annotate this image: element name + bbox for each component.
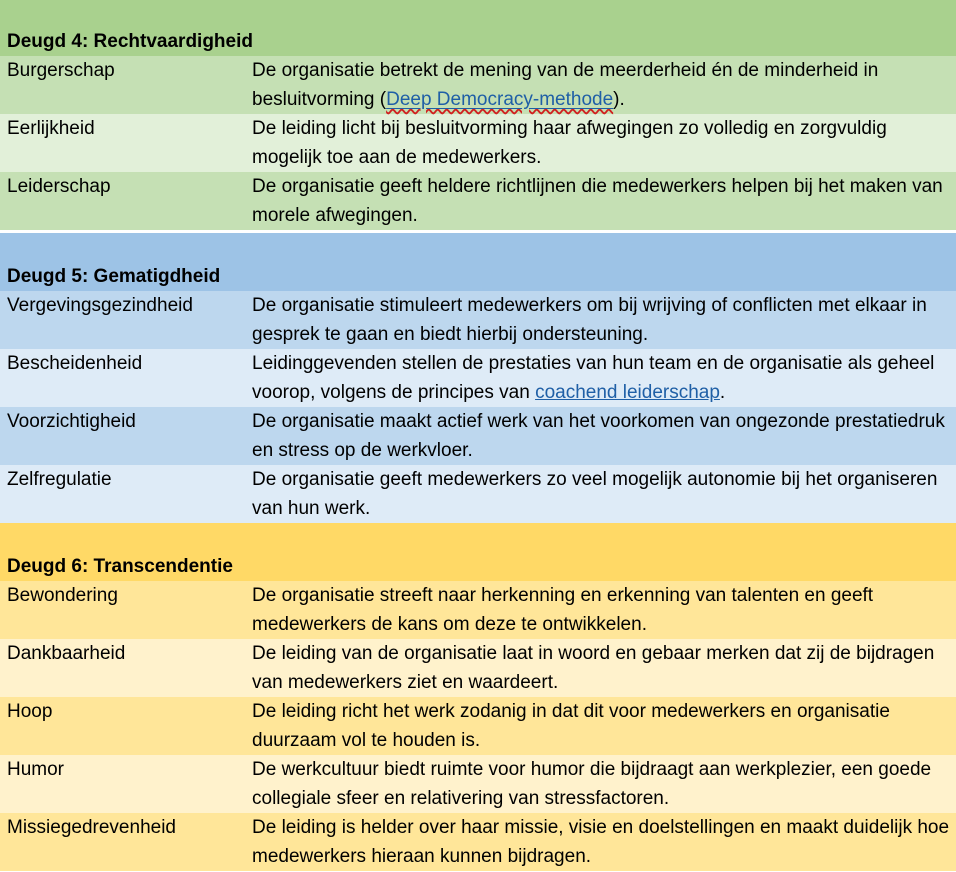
- row-description: De leiding van de organisatie laat in woord en gebaar merken dat zij de bijdragen van medewerkers ziet en waardeert.: [252, 643, 935, 693]
- table-row-bewondering: [0, 581, 956, 639]
- table-row-zelfregulatie: [0, 465, 956, 523]
- row-term: Hoop: [7, 701, 53, 722]
- row-description: [246, 349, 956, 407]
- table-row-burgerschap: [0, 56, 956, 114]
- table-row-leiderschap: [0, 172, 956, 230]
- row-term: Missiegedrevenheid: [7, 817, 176, 838]
- table-row-missiegedrevenheid: [0, 813, 956, 871]
- table-row-hoop: [0, 697, 956, 755]
- row-term: Vergevingsgezindheid: [7, 295, 193, 316]
- section-title: Deugd 4: Rechtvaardigheid: [7, 31, 253, 52]
- row-term: Dankbaarheid: [7, 643, 126, 664]
- row-term: Bewondering: [7, 585, 118, 606]
- table-row-eerlijkheid: [0, 114, 956, 172]
- row-term: Leiderschap: [7, 176, 111, 197]
- row-term: Burgerschap: [7, 60, 115, 81]
- table-row-bescheidenheid: [0, 349, 956, 407]
- row-description: De werkcultuur biedt ruimte voor humor die bijdraagt aan werkplezier, een goede collegiale sfeer en relativering van stressfactoren.: [252, 759, 932, 809]
- row-description: De leiding licht bij besluitvorming haar afwegingen zo volledig en zorgvuldig mogelijk toe aan de medewerkers.: [252, 118, 887, 168]
- desc-text: De organisatie betrekt de mening van de meerderheid én de minderheid in besluitvorming (: [252, 60, 879, 110]
- table-row-humor: [0, 755, 956, 813]
- deep-democracy-link[interactable]: [386, 89, 613, 110]
- row-description: De leiding is helder over haar missie, visie en doelstellingen en maakt duidelijk hoe medewerkers hieraan kunnen bijdragen.: [252, 817, 950, 867]
- row-description: De leiding richt het werk zodanig in dat dit voor medewerkers en organisatie duurzaam vol te houden is.: [252, 701, 890, 751]
- table-row-voorzichtigheid: [0, 407, 956, 465]
- row-description: De organisatie streeft naar herkenning en erkenning van talenten en geeft medewerkers de kans om deze te ontwikkelen.: [252, 585, 874, 635]
- link-text[interactable]: Deep Democracy-methode: [386, 89, 614, 110]
- row-term: Humor: [7, 759, 65, 780]
- row-term: Voorzichtigheid: [7, 411, 136, 432]
- section-header-transcendentie: [0, 523, 956, 581]
- row-description: De organisatie geeft heldere richtlijnen die medewerkers helpen bij het maken van morele afwegingen.: [252, 176, 943, 226]
- row-description: [246, 56, 956, 114]
- row-term: Zelfregulatie: [7, 469, 112, 490]
- section-title: Deugd 5: Gematigdheid: [7, 266, 221, 287]
- row-term: Bescheidenheid: [7, 353, 143, 374]
- desc-text: Leidinggevenden stellen de prestaties van hun team en de organisatie als geheel voorop, volgens de principes van: [252, 353, 935, 403]
- row-description: De organisatie geeft medewerkers zo veel mogelijk autonomie bij het organiseren van hun werk.: [252, 469, 938, 519]
- coachend-leiderschap-link[interactable]: coachend leiderschap: [535, 382, 720, 403]
- table-row-dankbaarheid: [0, 639, 956, 697]
- table-row-vergevingsgezindheid: [0, 291, 956, 349]
- desc-text: .: [719, 382, 726, 403]
- section-title: Deugd 6: Transcendentie: [7, 556, 233, 577]
- desc-text: ).: [613, 89, 625, 110]
- row-term: Eerlijkheid: [7, 118, 95, 139]
- section-header-gematigdheid: [0, 233, 956, 291]
- row-description: De organisatie maakt actief werk van het voorkomen van ongezonde prestatiedruk en stress op de werkvloer.: [252, 411, 945, 461]
- row-description: De organisatie stimuleert medewerkers om bij wrijving of conflicten met elkaar in gesprek te gaan en biedt hierbij ondersteuning.: [252, 295, 927, 345]
- section-header-rechtvaardigheid: [0, 0, 956, 56]
